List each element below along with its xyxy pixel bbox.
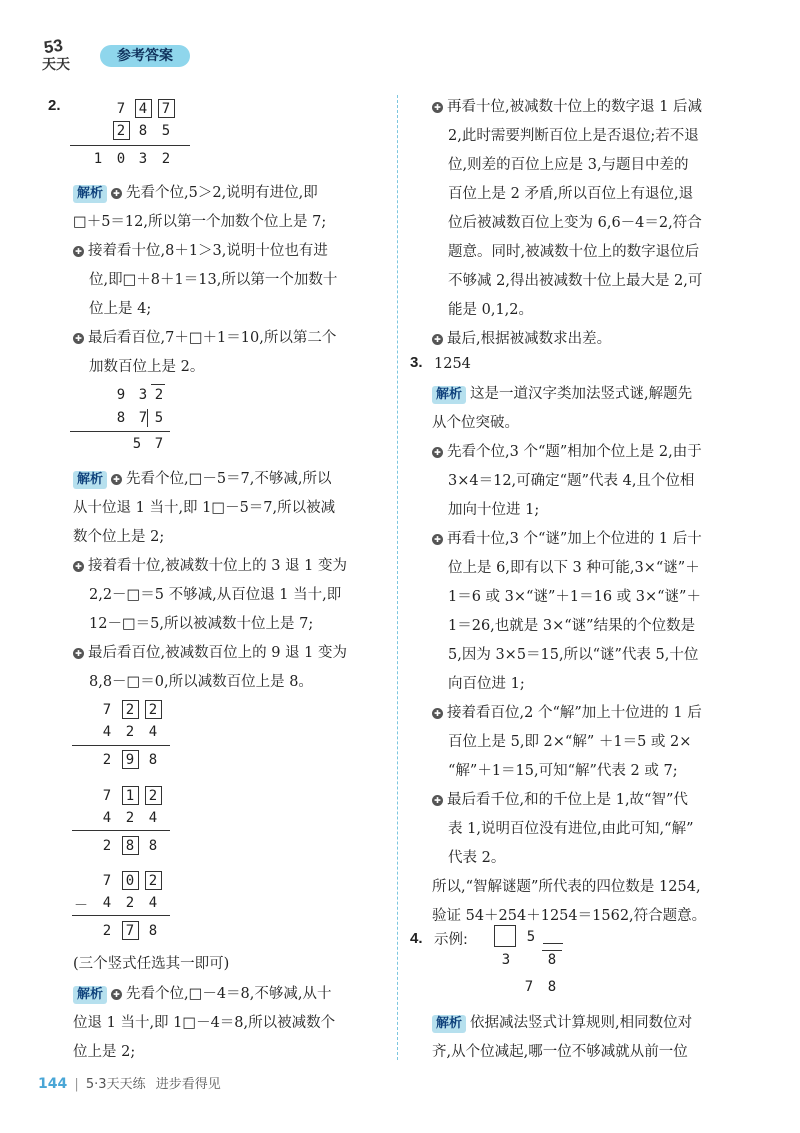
text-line: 不够减 2,得出被减数十位上最大是 2,可 (448, 273, 703, 289)
digit: 2 (154, 387, 164, 403)
digit: 5 (132, 436, 142, 452)
digit: 7 (524, 979, 534, 995)
digit: 8 (148, 838, 158, 854)
series-slogan: 进步看得见 (155, 1077, 221, 1092)
digit: 1 (93, 151, 103, 167)
question-number-4: 4. (410, 930, 423, 947)
text-line: ✚ 最后看千位,和的千位上是 1,故“智”代 (432, 790, 688, 810)
digit: 4 (138, 101, 148, 117)
text-line: 百位上是 2 矛盾,所以百位上有退位,退 (448, 186, 694, 202)
series-name: 5·3天天练 (85, 1077, 146, 1092)
digit: 5 (161, 123, 171, 139)
text-line: 能是 0,1,2。 (448, 302, 534, 318)
text-line: 所以,“智解谜题”所代表的四位数是 1254, (432, 879, 701, 895)
analysis-tag: 解析 (432, 386, 466, 404)
digit: 5 (154, 410, 164, 426)
text-line: 位,即□＋8＋1＝13,所以第一个加数十 (89, 272, 338, 288)
digit-overline (542, 950, 562, 951)
bullet-icon: ✚ (111, 188, 122, 199)
digit: 3 (138, 151, 148, 167)
analysis-line: 解析 这是一道汉字类加法竖式谜,解题先 (432, 384, 692, 404)
digit: 2 (148, 873, 158, 889)
text-line: 数个位上是 2; (73, 529, 165, 545)
bullet-icon: ✚ (73, 246, 84, 257)
digit: 7 (116, 101, 126, 117)
text-line: ✚ 最后看百位,被减数百位上的 9 退 1 变为 (73, 643, 347, 663)
footer (38, 1073, 221, 1092)
digit: 4 (102, 810, 112, 826)
text-line: 从十位退 1 当十,即 1□－5＝7,所以被减 (73, 500, 336, 516)
blank-box (494, 925, 516, 947)
digit: 5 (526, 929, 536, 945)
digit: 2 (102, 838, 112, 854)
question-number-2: 2. (48, 97, 61, 114)
analysis-line: 解析 依据减法竖式计算规则,相同数位对 (432, 1013, 692, 1033)
digit: 1 (125, 788, 135, 804)
text-line: 代表 2。 (448, 850, 506, 866)
svg-text:53: 53 (42, 35, 65, 58)
digit: 3 (501, 952, 511, 968)
digit: 2 (148, 788, 158, 804)
digit: 2 (125, 724, 135, 740)
text-line: ✚ 最后看百位,7＋□＋1＝10,所以第二个 (73, 328, 336, 348)
text-line: ✚ 接着看十位,8＋1＞3,说明十位也有进 (73, 241, 328, 261)
text-line: 12－□＝5,所以被减数十位上是 7; (89, 616, 314, 632)
bullet-icon: ✚ (73, 561, 84, 572)
text-line: “解”＋1＝15,可知“解”代表 2 或 7; (448, 763, 678, 779)
digit: 7 (154, 436, 164, 452)
bullet-icon: ✚ (432, 795, 443, 806)
calc-line (72, 830, 170, 831)
digit: 8 (138, 123, 148, 139)
bullet-icon: ✚ (432, 708, 443, 719)
digit: 8 (116, 410, 126, 426)
logo-icon (40, 33, 96, 73)
svg-text:天天: 天天 (42, 57, 70, 73)
digit: 8 (547, 979, 557, 995)
digit: 7 (102, 873, 112, 889)
text-line: 齐,从个位减起,哪一位不够减就从前一位 (432, 1044, 688, 1060)
digit: 2 (161, 151, 171, 167)
text-line: 向百位进 1; (448, 676, 525, 692)
text-line: 验证 54＋254＋1254＝1562,符合题意。 (432, 908, 707, 924)
digit: 7 (102, 702, 112, 718)
digit-overline (151, 384, 165, 385)
digit-separator (147, 409, 148, 427)
text-line: 3×4＝12,可确定“题”代表 4,且个位相 (448, 473, 695, 489)
analysis-line: 解析 ✚ 先看个位,5＞2,说明有进位,即 (73, 183, 318, 203)
text-line: 2,2－□＝5 不够减,从百位退 1 当十,即 (89, 587, 342, 603)
digit: 2 (116, 123, 126, 139)
bullet-icon: ✚ (432, 534, 443, 545)
text-line: ✚ 再看十位,3 个“谜”加上个位进的 1 后十 (432, 529, 702, 549)
text-line: 题意。同时,被减数十位上的数字退位后 (448, 244, 700, 260)
digit: 2 (125, 895, 135, 911)
digit: 8 (148, 923, 158, 939)
bullet-icon: ✚ (111, 989, 122, 1000)
digit: 4 (102, 895, 112, 911)
digit: 2 (102, 752, 112, 768)
bullet-icon: ✚ (432, 447, 443, 458)
digit: 4 (148, 810, 158, 826)
answer-badge (100, 45, 190, 67)
text-line: 1＝26,也就是 3×“谜”结果的个位数是 (448, 618, 696, 634)
text-line: 百位上是 5,即 2×“解” ＋1＝5 或 2× (448, 734, 692, 750)
digit: 2 (125, 702, 135, 718)
column-divider (397, 95, 398, 1060)
bullet-icon: ✚ (73, 648, 84, 659)
digit: 9 (116, 387, 126, 403)
digit: 2 (148, 702, 158, 718)
digit: 2 (125, 810, 135, 826)
text-line: 5,因为 3×5＝15,所以“谜”代表 5,十位 (448, 647, 699, 663)
text-line: 2,此时需要判断百位上是否退位;若不退 (448, 128, 699, 144)
text-line: ✚ 再看十位,被减数十位上的数字退 1 后减 (432, 97, 702, 117)
digit: 4 (102, 724, 112, 740)
digit: 3 (138, 387, 148, 403)
digit: 7 (161, 101, 171, 117)
question-number-3: 3. (410, 354, 423, 371)
text-line: 位退 1 当十,即 1□－4＝8,所以被减数个 (73, 1015, 336, 1031)
analysis-tag: 解析 (432, 1015, 466, 1033)
bullet-icon: ✚ (432, 102, 443, 113)
text-line: 位上是 4; (89, 301, 152, 317)
digit: 4 (148, 895, 158, 911)
text-line: 位后被减数百位上变为 6,6－4＝2,符合 (448, 215, 702, 231)
calc-line (70, 431, 170, 432)
analysis-tag: 解析 (73, 471, 107, 489)
text-line: 位,则差的百位上应是 3,与题目中差的 (448, 157, 689, 173)
text-line: 从个位突破。 (432, 415, 519, 431)
page-number: 144 (38, 1076, 68, 1092)
text-line: ✚ 接着看百位,2 个“解”加上十位进的 1 后 (432, 703, 702, 723)
text-line: 加向十位进 1; (448, 502, 540, 518)
text-line: 1＝6 或 3×“谜”＋1＝16 或 3×“谜”＋ (448, 589, 701, 605)
answer-value: 1254 (434, 356, 471, 372)
digit: 0 (125, 873, 135, 889)
calc-line (72, 745, 170, 746)
digit: 4 (148, 724, 158, 740)
digit: 8 (125, 838, 135, 854)
digit: 8 (547, 952, 557, 968)
analysis-tag: 解析 (73, 986, 107, 1004)
text-line: □＋5＝12,所以第一个加数个位上是 7; (73, 214, 327, 230)
bullet-icon: ✚ (432, 334, 443, 345)
example-label: 示例: (434, 932, 468, 948)
answer-badge-text: 参考答案 (117, 48, 173, 64)
text-line: 表 1,说明百位没有进位,由此可知,“解” (448, 821, 694, 837)
text-line: 位上是 2; (73, 1044, 136, 1060)
text-line: 位上是 6,即有以下 3 种可能,3×“谜”＋ (448, 560, 700, 576)
bullet-icon: ✚ (73, 333, 84, 344)
bullet-icon: ✚ (111, 474, 122, 485)
calc-line (72, 915, 170, 916)
footer-separator: | (74, 1077, 79, 1092)
minus-sign: － (74, 898, 88, 914)
digit: 8 (148, 752, 158, 768)
blank-underline (543, 943, 563, 944)
text-line: 8,8－□＝0,所以减数百位上是 8。 (89, 674, 313, 690)
analysis-tag: 解析 (73, 185, 107, 203)
note-line: (三个竖式任选其一即可) (73, 956, 230, 972)
text-line: ✚ 接着看十位,被减数十位上的 3 退 1 变为 (73, 556, 347, 576)
digit: 2 (102, 923, 112, 939)
analysis-line: 解析 ✚ 先看个位,□－4＝8,不够减,从十 (73, 984, 332, 1004)
digit: 0 (116, 151, 126, 167)
text-line: ✚ 最后,根据被减数求出差。 (432, 329, 611, 349)
calc-line (70, 145, 190, 146)
digit: 7 (138, 410, 148, 426)
digit: 9 (125, 752, 135, 768)
text-line: ✚ 先看个位,3 个“题”相加个位上是 2,由于 (432, 442, 702, 462)
digit: 7 (102, 788, 112, 804)
digit: 7 (125, 923, 135, 939)
analysis-line: 解析 ✚ 先看个位,□－5＝7,不够减,所以 (73, 469, 332, 489)
text-line: 加数百位上是 2。 (89, 359, 205, 375)
